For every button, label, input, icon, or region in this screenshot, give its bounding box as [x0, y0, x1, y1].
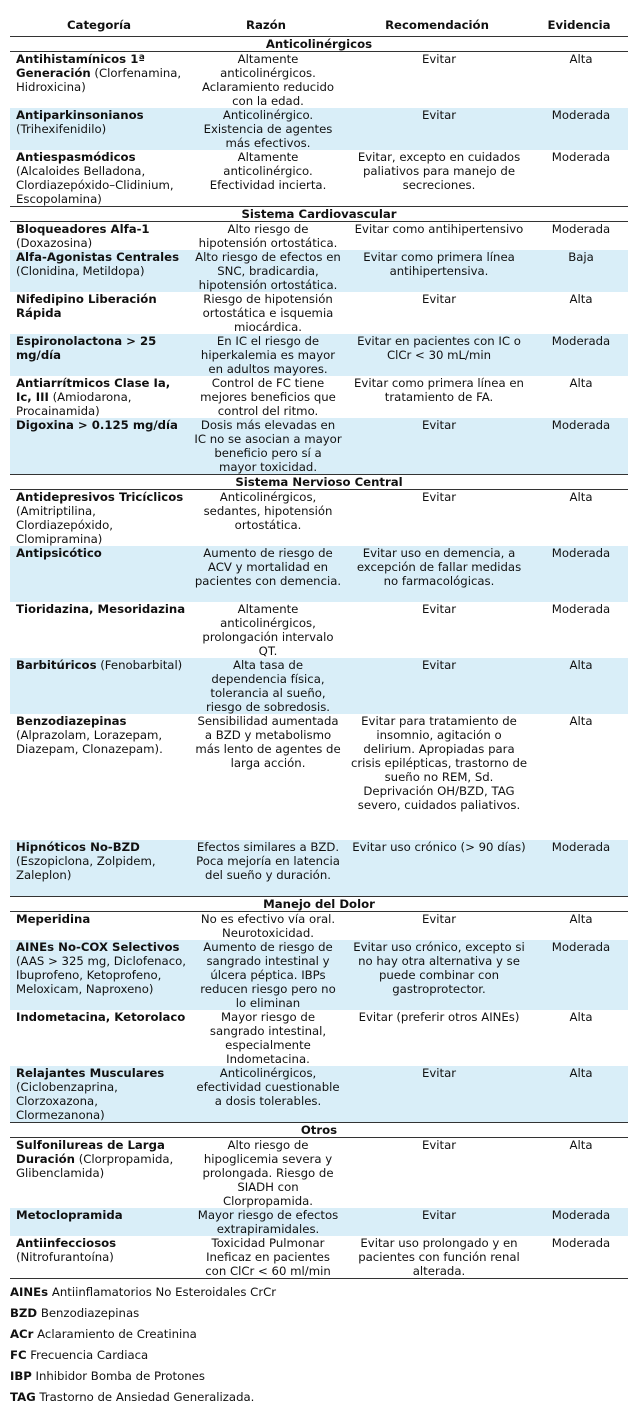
evidence-cell: Alta — [569, 52, 593, 66]
drug-name: Metoclopramida — [16, 1207, 123, 1222]
reason-cell: Anticolinérgico. Existencia de agentes más efectivos. — [188, 108, 344, 150]
reason-cell: Dosis más elevadas en IC no se asocian a mayor beneficio pero sí a mayor toxicidad. — [188, 418, 344, 475]
drug-examples: (Amitriptilina, Clordiazepóxido, Clomipramina) — [16, 504, 113, 546]
recommendation-cell: Evitar para tratamiento de insomnio, agitación o delirium. Apropiadas para crisis epilépticas, trastorno de sueño no REM, Sd. Deprivación OH/BZD, TAG severo, cuidados paliativos. — [350, 714, 528, 812]
category-cell — [10, 840, 188, 896]
drug-name: Benzodiazepinas — [16, 714, 127, 728]
table-row — [10, 376, 628, 418]
reason-cell: Mayor riesgo de efectos extrapiramidales. — [188, 1208, 344, 1236]
footnote-abbr: FC — [10, 1348, 27, 1362]
recommendation-cell: Evitar como primera línea en tratamiento de FA. — [354, 376, 524, 404]
evidence-cell: Moderada — [530, 418, 628, 475]
reason-cell: Aumento de riesgo de ACV y mortalidad en pacientes con demencia. — [188, 546, 344, 602]
category-cell — [10, 714, 188, 840]
section-title: Sistema Cardiovascular — [10, 207, 628, 222]
recommendation-cell: Evitar en pacientes con IC o ClCr < 30 mL/min — [344, 334, 530, 376]
recommendation-cell: Evitar como antihipertensivo — [354, 222, 524, 236]
evidence-cell: Alta — [569, 292, 593, 306]
recommendation-cell: Evitar, excepto en cuidados paliativos para manejo de secreciones. — [357, 150, 521, 192]
category-cell — [10, 1010, 188, 1066]
section-title: Anticolinérgicos — [10, 37, 628, 52]
drug-examples: (Amiodarona, Procainamida) — [16, 390, 132, 418]
evidence-cell: Moderada — [551, 150, 611, 164]
evidence-cell: Alta — [569, 490, 593, 504]
evidence-cell: Alta — [530, 658, 628, 714]
category-cell — [10, 250, 188, 292]
category-cell — [10, 418, 188, 475]
reason-cell: Anticolinérgicos, sedantes, hipotensión ortostática. — [203, 490, 333, 532]
recommendation-cell: Evitar uso crónico, excepto si no hay otra alternativa y se puede combinar con gastroprotector. — [344, 940, 530, 1010]
footnote-item — [10, 1387, 276, 1408]
drug-examples: (Clonidina, Metildopa) — [16, 264, 145, 278]
evidence-cell: Moderada — [530, 546, 628, 602]
footnote-text: Inhibidor Bomba de Protones — [35, 1369, 205, 1383]
category-cell — [10, 150, 188, 207]
reason-cell: Alto riesgo de hipotensión ortostática. — [198, 222, 338, 250]
recommendation-cell: Evitar como primera línea antihipertensiva. — [344, 250, 530, 292]
table-row — [10, 1208, 628, 1236]
evidence-cell: Alta — [530, 1066, 628, 1123]
recommendation-cell: Evitar uso prolongado y en pacientes con función renal alterada. — [344, 1236, 530, 1279]
table-row — [10, 602, 628, 658]
drug-name: Antidepresivos Tricíclicos — [16, 490, 184, 504]
drug-name: Hipnóticos No-BZD — [16, 840, 140, 854]
table-row — [10, 714, 628, 840]
reason-cell: Aumento de riesgo de sangrado intestinal y úlcera péptica. IBPs reducen riesgo pero no lo eliminan — [188, 940, 344, 1010]
evidence-cell: Moderada — [530, 334, 628, 376]
category-cell — [10, 911, 188, 940]
recommendation-cell: Evitar — [421, 911, 457, 926]
recommendation-cell: Evitar — [344, 1208, 530, 1236]
section-title: Otros — [10, 1122, 628, 1137]
category-cell — [10, 940, 188, 1010]
drug-examples: (Clorfenamina, Hidroxicina) — [16, 66, 182, 94]
table-row — [10, 418, 628, 475]
drug-examples: (Doxazosina) — [16, 236, 93, 250]
drug-name: Antiinfecciosos — [16, 1235, 117, 1250]
drug-examples: (Clorpropamida, Glibenclamida) — [16, 1151, 174, 1180]
table-row — [10, 334, 628, 376]
recommendation-cell: Evitar — [344, 108, 530, 150]
reason-cell: En IC el riesgo de hiperkalemia es mayor en adultos mayores. — [188, 334, 344, 376]
evidence-cell: Alta — [569, 1009, 593, 1024]
reason-cell: Altamente anticolinérgicos. Aclaramiento reducido con la edad. — [201, 52, 335, 108]
drug-name: Indometacina, Ketorolaco — [16, 1009, 186, 1024]
drug-examples: (Nitrofurantoína) — [16, 1249, 114, 1264]
table-row — [10, 108, 628, 150]
footnote-text: Antiinflamatorios No Esteroidales CrCr — [51, 1285, 277, 1299]
category-cell — [10, 1208, 188, 1236]
recommendation-cell: Evitar uso en demencia, a excepción de fallar medidas no farmacológicas. — [344, 546, 530, 602]
footnote-item — [10, 1345, 276, 1366]
category-cell — [10, 376, 188, 418]
footnote-item — [10, 1282, 276, 1303]
reason-cell: Altamente anticolinérgicos, prolongación intervalo QT. — [202, 602, 334, 658]
recommendation-cell: Evitar — [344, 1066, 530, 1123]
drug-examples: (AAS > 325 mg, Diclofenaco, Ibuprofeno, Ketoprofeno, Meloxicam, Naproxeno) — [16, 953, 187, 996]
table-row — [10, 1236, 628, 1279]
table-row — [10, 658, 628, 714]
reason-cell: Sensibilidad aumentada a BZD y metabolismo más lento de agentes de larga acción. — [195, 714, 341, 770]
reason-cell: Riesgo de hipotensión ortostática e isquemia miocárdica. — [202, 292, 334, 334]
evidence-cell: Alta — [569, 911, 593, 926]
table-row — [10, 840, 628, 896]
drug-examples: (Eszopiclona, Zolpidem, Zaleplon) — [16, 854, 156, 882]
recommendation-cell: Evitar — [421, 1137, 457, 1152]
category-cell — [10, 108, 188, 150]
section-row — [10, 1122, 628, 1137]
section-row — [10, 896, 628, 911]
category-cell — [10, 222, 188, 251]
table-row — [10, 911, 628, 940]
category-cell — [10, 52, 188, 109]
table-row — [10, 1137, 628, 1208]
category-cell — [10, 334, 188, 376]
recommendation-cell: Evitar (preferir otros AINEs) — [358, 1009, 520, 1024]
table-row — [10, 490, 628, 547]
recommendation-cell: Evitar — [344, 418, 530, 475]
drug-examples: (Alprazolam, Lorazepam, Diazepam, Clonazepam). — [16, 728, 163, 756]
footnote-text: Aclaramiento de Creatinina — [37, 1327, 197, 1341]
header-recomendacion: Recomendación — [344, 14, 530, 37]
abbreviations-list — [10, 1282, 276, 1408]
drug-name: Sulfonilureas de Larga Duración — [16, 1137, 165, 1166]
footnote-text: Trastorno de Ansiedad Generalizada. — [39, 1390, 255, 1404]
section-row — [10, 475, 628, 490]
recommendation-cell: Evitar — [421, 52, 457, 66]
category-cell — [10, 1066, 188, 1123]
table-row — [10, 52, 628, 109]
footnote-text: Benzodiazepinas — [40, 1306, 140, 1320]
evidence-cell: Moderada — [551, 602, 611, 616]
drug-name: AINEs No-COX Selectivos — [16, 939, 180, 954]
drug-name: Antihistamínicos 1ª Generación — [16, 52, 145, 80]
reason-cell: Alto riesgo de efectos en SNC, bradicardia, hipotensión ortostática. — [188, 250, 344, 292]
table-row — [10, 546, 628, 602]
table-row — [10, 1010, 628, 1066]
reason-cell: Mayor riesgo de sangrado intestinal, especialmente Indometacina. — [209, 1009, 327, 1066]
header-evidencia: Evidencia — [530, 14, 628, 37]
drug-name: Digoxina > 0.125 mg/día — [16, 418, 178, 432]
reason-cell: Efectos similares a BZD. Poca mejoría en latencia del sueño y duración. — [188, 840, 344, 896]
drug-name: Alfa-Agonistas Centrales — [16, 250, 180, 264]
recommendation-cell: Evitar — [421, 490, 457, 504]
footnote-item — [10, 1324, 276, 1345]
recommendation-cell: Evitar — [421, 292, 457, 306]
footnote-abbr: BZD — [10, 1306, 38, 1320]
table-row — [10, 250, 628, 292]
category-cell — [10, 1137, 188, 1208]
footnote-abbr: AINEs — [10, 1285, 49, 1299]
category-cell — [10, 490, 188, 547]
footnote-item — [10, 1303, 276, 1324]
category-cell — [10, 1236, 188, 1279]
criteria-table — [10, 14, 628, 1279]
evidence-cell: Alta — [569, 714, 593, 728]
drug-name: Bloqueadores Alfa-1 — [16, 222, 150, 236]
drug-name: Barbitúricos — [16, 658, 97, 672]
drug-name: Antipsicótico — [16, 546, 102, 560]
section-title: Manejo del Dolor — [10, 896, 628, 911]
evidence-cell: Alta — [569, 1137, 593, 1152]
reason-cell: Toxicidad Pulmonar Ineficaz en pacientes con ClCr < 60 ml/min — [188, 1236, 344, 1279]
evidence-cell: Moderada — [530, 840, 628, 896]
section-title: Sistema Nervioso Central — [10, 475, 628, 490]
reason-cell: Anticolinérgicos, efectividad cuestionable a dosis tolerables. — [188, 1066, 344, 1123]
category-cell — [10, 546, 188, 602]
drug-name: Espironolactona > 25 mg/día — [16, 334, 157, 362]
recommendation-cell: Evitar — [344, 658, 530, 714]
section-row — [10, 37, 628, 52]
drug-examples: (Ciclobenzaprina, Clorzoxazona, Clormezanona) — [16, 1079, 118, 1122]
table-row — [10, 940, 628, 1010]
table-body — [10, 37, 628, 1279]
evidence-cell: Moderada — [530, 1236, 628, 1279]
reason-cell: Alta tasa de dependencia física, tolerancia al sueño, riesgo de sobredosis. — [188, 658, 344, 714]
category-cell — [10, 602, 188, 658]
footnote-text: Frecuencia Cardiaca — [30, 1348, 149, 1362]
reason-cell: Alto riesgo de hipoglicemia severa y prolongada. Riesgo de SIADH con Clorpropamida. — [202, 1137, 334, 1208]
drug-name: Relajantes Musculares — [16, 1065, 165, 1080]
recommendation-cell: Evitar — [421, 602, 457, 616]
drug-examples: (Trihexifenidilo) — [16, 122, 107, 136]
footnote-abbr: IBP — [10, 1369, 32, 1383]
drug-name: Antiarrítmicos Clase Ia, Ic, III — [16, 376, 171, 404]
header-categoria: Categoría — [10, 14, 188, 37]
category-cell — [10, 292, 188, 334]
drug-name: Antiespasmódicos — [16, 150, 136, 164]
table-row — [10, 222, 628, 251]
table-header-row — [10, 14, 628, 37]
drug-name: Tioridazina, Mesoridazina — [16, 602, 186, 616]
evidence-cell: Baja — [530, 250, 628, 292]
evidence-cell: Moderada — [530, 940, 628, 1010]
table-row — [10, 1066, 628, 1123]
evidence-cell: Moderada — [530, 1208, 628, 1236]
reason-cell: Altamente anticolinérgico. Efectividad incierta. — [209, 150, 327, 192]
drug-name: Antiparkinsonianos — [16, 108, 144, 122]
footnote-abbr: TAG — [10, 1390, 36, 1404]
evidence-cell: Alta — [569, 376, 593, 390]
evidence-cell: Moderada — [530, 108, 628, 150]
table-row — [10, 150, 628, 207]
reason-cell: Control de FC tiene mejores beneficios que control del ritmo. — [200, 376, 336, 418]
section-row — [10, 207, 628, 222]
reason-cell: No es efectivo vía oral. Neurotoxicidad. — [200, 911, 336, 940]
drug-name: Nifedipino Liberación Rápida — [16, 292, 157, 320]
header-razon: Razón — [188, 14, 344, 37]
table-row — [10, 292, 628, 334]
drug-examples: (Fenobarbital) — [100, 658, 183, 672]
drug-examples: (Alcaloides Belladona, Clordiazepóxido–Clidinium, Escopolamina) — [16, 164, 174, 206]
footnote-abbr: ACr — [10, 1327, 34, 1341]
footnote-item — [10, 1366, 276, 1387]
drug-name: Meperidina — [16, 911, 91, 926]
evidence-cell: Moderada — [551, 222, 611, 236]
category-cell — [10, 658, 188, 714]
recommendation-cell: Evitar uso crónico (> 90 días) — [344, 840, 530, 896]
